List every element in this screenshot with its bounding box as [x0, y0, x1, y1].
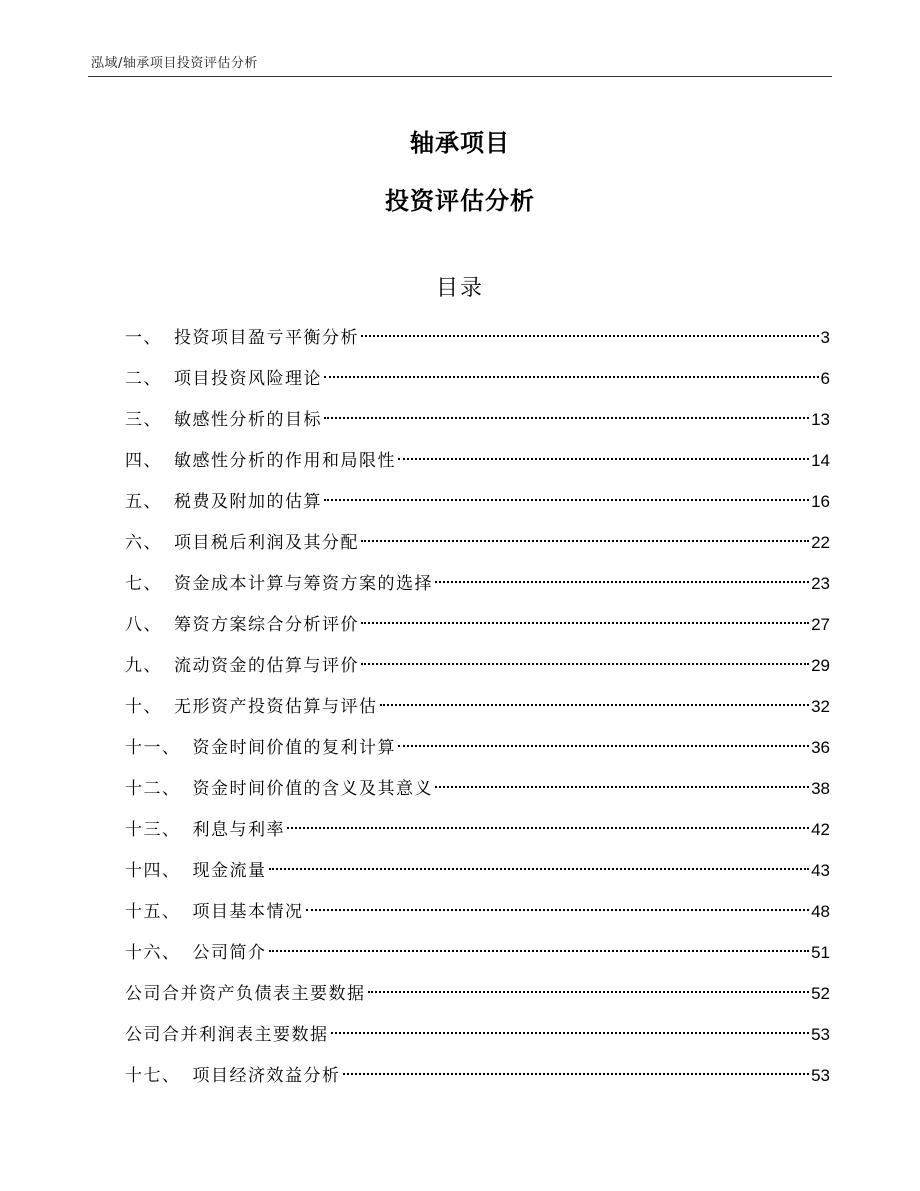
- toc-entry[interactable]: [125, 973, 830, 1014]
- toc-entry-number: 三、: [125, 410, 162, 430]
- toc-entry[interactable]: [125, 891, 830, 932]
- toc-entry[interactable]: [125, 604, 830, 645]
- toc-entry[interactable]: [125, 358, 830, 399]
- toc-entry-title: 流动资金的估算与评价: [174, 656, 359, 676]
- toc-dot-leader: [435, 581, 809, 583]
- toc-entry-label: [125, 605, 359, 646]
- toc-entry-page-number: 32: [811, 697, 830, 716]
- toc-entry-number: 十三、: [125, 820, 181, 840]
- toc-entry-title: 项目税后利润及其分配: [174, 533, 359, 553]
- toc-dot-leader: [361, 622, 809, 624]
- header-divider: [88, 76, 832, 77]
- toc-entry-page-number: 36: [811, 738, 830, 757]
- toc-entry-number: 十一、: [125, 738, 181, 758]
- toc-entry-number: 十四、: [125, 861, 181, 881]
- toc-entry-title: 资金时间价值的复利计算: [192, 738, 396, 758]
- toc-entry-page-number: 16: [811, 492, 830, 511]
- toc-entry-page-number: 51: [811, 943, 830, 962]
- running-header: 泓域/轴承项目投资评估分析: [91, 56, 258, 71]
- toc-entry-label: [125, 1056, 341, 1097]
- toc-entry-page-number: 23: [811, 574, 830, 593]
- toc-entry-page-number: 14: [811, 451, 830, 470]
- toc-entry-title: 项目投资风险理论: [174, 369, 322, 389]
- table-of-contents: [125, 317, 830, 1096]
- toc-entry[interactable]: [125, 1014, 830, 1055]
- toc-entry-title: 无形资产投资估算与评估: [174, 697, 378, 717]
- toc-entry[interactable]: [125, 645, 830, 686]
- toc-entry-label: [125, 359, 322, 400]
- toc-entry-page-number: 43: [811, 861, 830, 880]
- toc-entry-page-number: 27: [811, 615, 830, 634]
- toc-dot-leader: [361, 540, 809, 542]
- toc-entry-label: [125, 564, 433, 605]
- toc-entry-page-number: 13: [811, 410, 830, 429]
- toc-entry-number: 五、: [125, 492, 162, 512]
- toc-entry-page-number: 22: [811, 533, 830, 552]
- toc-entry-page-number: 38: [811, 779, 830, 798]
- toc-dot-leader: [324, 376, 819, 378]
- toc-dot-leader: [361, 335, 819, 337]
- toc-entry-title: 资金成本计算与筹资方案的选择: [174, 574, 433, 594]
- toc-entry-number: 六、: [125, 533, 162, 553]
- toc-dot-leader: [306, 909, 810, 911]
- toc-entry-label: [125, 441, 396, 482]
- toc-dot-leader: [324, 499, 809, 501]
- toc-entry-title: 敏感性分析的目标: [174, 410, 322, 430]
- toc-heading: 目录: [435, 276, 484, 301]
- toc-entry[interactable]: [125, 686, 830, 727]
- toc-entry-page-number: 6: [820, 369, 830, 388]
- toc-dot-leader: [269, 868, 810, 870]
- toc-entry[interactable]: [125, 1055, 830, 1096]
- toc-entry[interactable]: [125, 563, 830, 604]
- toc-entry-number: 十五、: [125, 902, 181, 922]
- toc-entry[interactable]: [125, 850, 830, 891]
- toc-entry-title: 税费及附加的估算: [174, 492, 322, 512]
- toc-dot-leader: [343, 1073, 810, 1075]
- toc-entry-number: 十七、: [125, 1066, 181, 1086]
- toc-entry-title: 项目经济效益分析: [192, 1066, 341, 1086]
- toc-entry-number: 七、: [125, 574, 162, 594]
- toc-entry-page-number: 3: [820, 328, 830, 347]
- toc-entry-number: 四、: [125, 451, 162, 471]
- toc-dot-leader: [287, 827, 809, 829]
- toc-dot-leader: [380, 704, 810, 706]
- toc-entry-title: 现金流量: [192, 861, 267, 881]
- toc-entry[interactable]: [125, 768, 830, 809]
- toc-entry-label: [125, 1015, 329, 1056]
- toc-entry-title: 敏感性分析的作用和局限性: [174, 451, 396, 471]
- toc-entry-number: 二、: [125, 369, 162, 389]
- toc-entry-number: 十、: [125, 697, 162, 717]
- toc-entry-page-number: 53: [811, 1066, 830, 1085]
- toc-entry-page-number: 52: [811, 984, 830, 1003]
- toc-entry-title: 项目基本情况: [192, 902, 304, 922]
- toc-entry[interactable]: [125, 809, 830, 850]
- toc-entry[interactable]: [125, 440, 830, 481]
- toc-entry-label: [125, 523, 359, 564]
- toc-entry[interactable]: [125, 399, 830, 440]
- toc-entry-label: [125, 892, 304, 933]
- toc-entry-label: [125, 974, 366, 1015]
- toc-entry-page-number: 53: [811, 1025, 830, 1044]
- toc-entry-title: 公司简介: [192, 943, 267, 963]
- toc-entry-number: 九、: [125, 656, 162, 676]
- toc-dot-leader: [435, 786, 809, 788]
- toc-entry-label: [125, 482, 322, 523]
- toc-dot-leader: [398, 745, 809, 747]
- toc-dot-leader: [331, 1032, 810, 1034]
- document-title-line-1: 轴承项目: [410, 129, 510, 157]
- toc-entry-label: [125, 851, 267, 892]
- toc-entry-number: 八、: [125, 615, 162, 635]
- toc-entry-label: [125, 646, 359, 687]
- toc-entry[interactable]: [125, 522, 830, 563]
- toc-entry[interactable]: [125, 481, 830, 522]
- toc-entry-label: [125, 810, 285, 851]
- toc-entry-number: 一、: [125, 328, 162, 348]
- toc-entry-number: 十二、: [125, 779, 181, 799]
- toc-entry-page-number: 29: [811, 656, 830, 675]
- toc-dot-leader: [361, 663, 809, 665]
- toc-entry-title: 公司合并资产负债表主要数据: [125, 984, 366, 1004]
- toc-entry-title: 筹资方案综合分析评价: [174, 615, 359, 635]
- toc-entry[interactable]: [125, 317, 830, 358]
- toc-entry-label: [125, 687, 378, 728]
- toc-entry-title: 资金时间价值的含义及其意义: [192, 779, 433, 799]
- toc-entry-number: 十六、: [125, 943, 181, 963]
- toc-dot-leader: [368, 991, 810, 993]
- toc-entry-title: 公司合并利润表主要数据: [125, 1025, 329, 1045]
- toc-entry-page-number: 48: [811, 902, 830, 921]
- toc-entry-label: [125, 769, 433, 810]
- toc-entry[interactable]: [125, 727, 830, 768]
- document-title-line-2: 投资评估分析: [385, 187, 535, 215]
- toc-dot-leader: [398, 458, 809, 460]
- toc-entry-label: [125, 728, 396, 769]
- toc-entry-label: [125, 933, 267, 974]
- toc-entry[interactable]: [125, 932, 830, 973]
- toc-entry-title: 利息与利率: [192, 820, 285, 840]
- toc-dot-leader: [269, 950, 810, 952]
- toc-dot-leader: [324, 417, 809, 419]
- toc-entry-title: 投资项目盈亏平衡分析: [174, 328, 359, 348]
- toc-entry-label: [125, 318, 359, 359]
- toc-entry-page-number: 42: [811, 820, 830, 839]
- toc-entry-label: [125, 400, 322, 441]
